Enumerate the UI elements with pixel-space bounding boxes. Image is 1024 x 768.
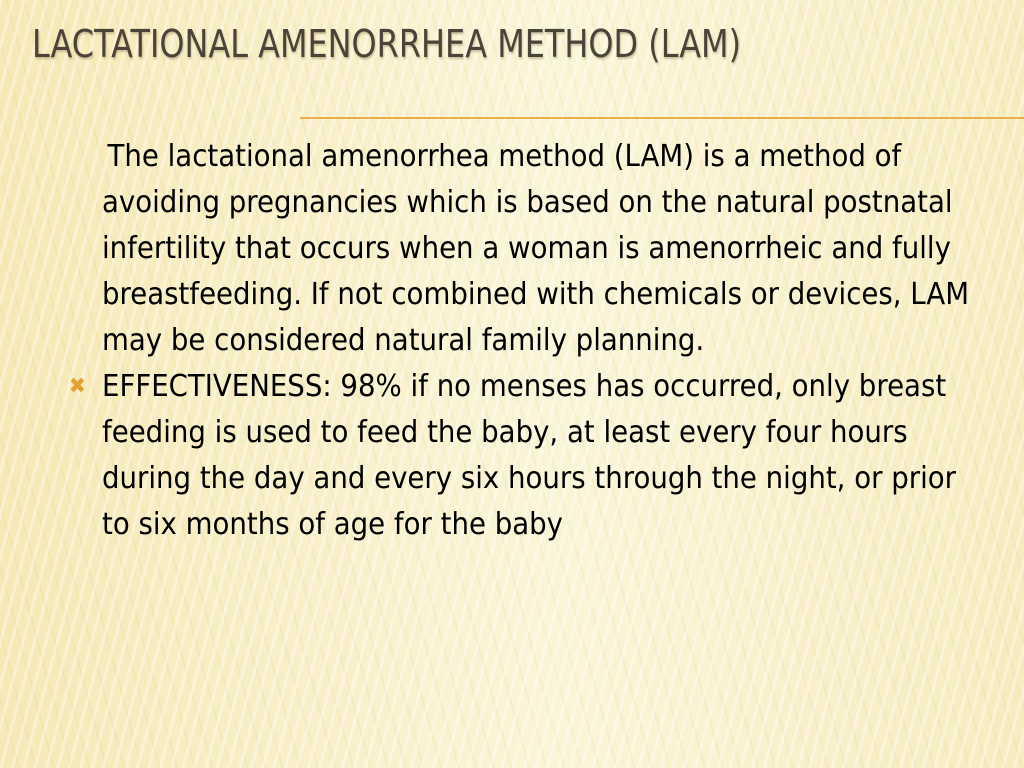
intro-lead: The [107,139,168,174]
intro-rest: is a method of avoiding pregnancies which is based on the natural postnatal infertility that occurs when a woman is amenorrheic and fully breastfeeding. If not combined with chemicals or devices, LAM may be considered natural family planning. [102,139,970,358]
slide-title: LACTATIONAL AMENORRHEA METHOD (LAM) [32,22,742,66]
x-bullet-icon: ✖ [68,374,86,399]
title-divider [300,117,1024,119]
bullet-item [68,364,982,548]
intro-paragraph [102,134,982,364]
slide-body [68,134,982,548]
bullet-text: EFFECTIVENESS: 98% if no menses has occurred, only breast feeding is used to feed the baby, at least every four hours during the day and every six hours through the night, or prior to six months of age for the baby [102,369,957,542]
intro-highlight-term: lactational amenorrhea method (LAM) [167,139,694,174]
